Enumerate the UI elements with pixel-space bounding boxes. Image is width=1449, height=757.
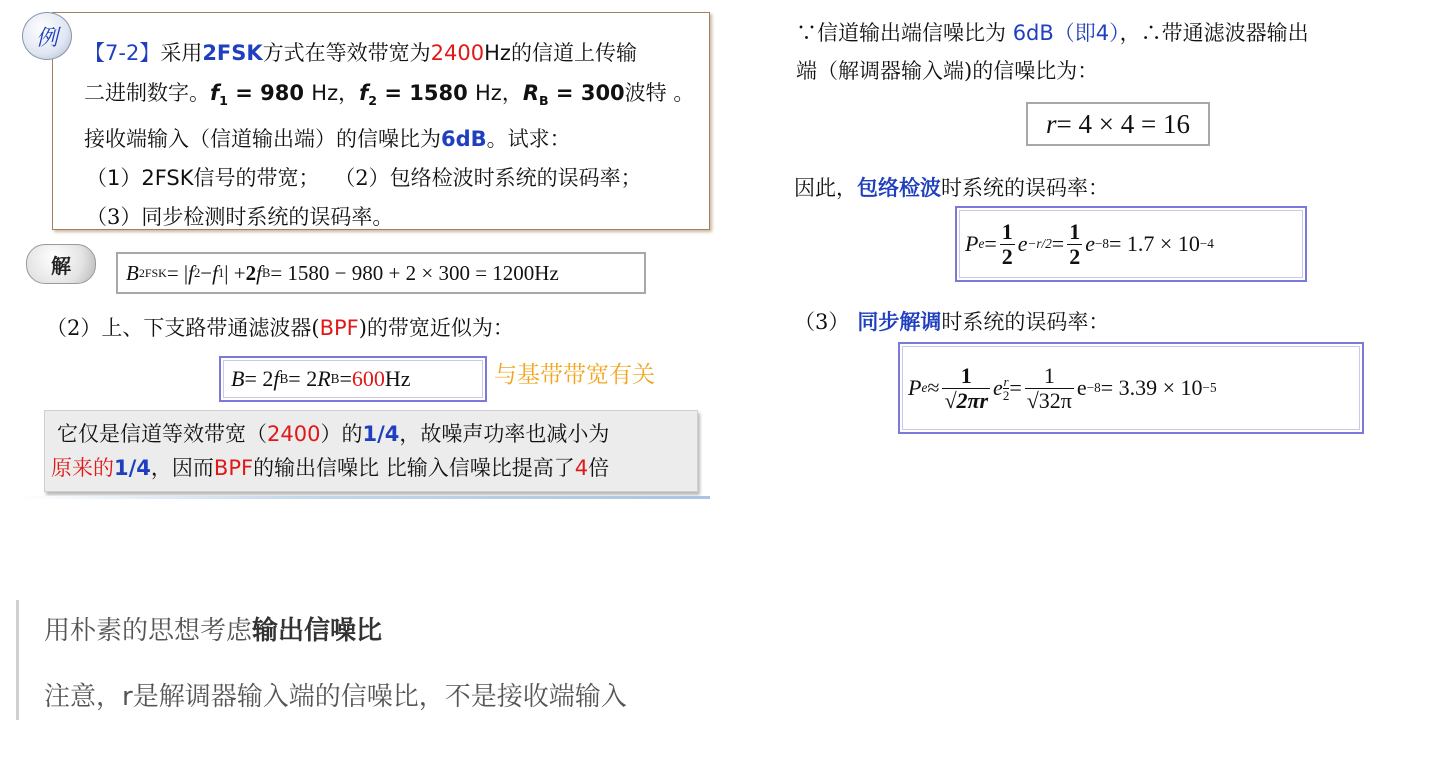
comment-line-2: 注意，r是解调器输入端的信噪比，不是接收端输入 <box>44 682 627 712</box>
example-line-1: 【7-2】采用2FSK方式在等效带宽为2400Hz的信道上传输 <box>84 41 637 65</box>
fraction-32pi: $\frac{1}{√32\pi}$ <box>1026 363 1072 413</box>
example-text <box>84 34 704 237</box>
right-text <box>796 14 1436 90</box>
right-line-1: ∵信道输出端信噪比为 6dB（即4），∴带通滤波器输出 <box>796 21 1309 45</box>
solution-badge-text: 解 <box>51 253 71 278</box>
envelope-error-equation: P e = $\frac{1}{2}$ e −r/2 = $\frac{1}{2}$ e −8 = 1.7 × 10 −4 <box>955 206 1307 282</box>
example-question-3: （3）同步检测时系统的误码率。 <box>86 205 394 230</box>
example-line-2: 二进制数字。$f_1 = 980$ Hz，$f_2 = 1580$ Hz，$R_B = 300$波特 。 <box>84 81 695 109</box>
example-line-3: 接收端输入（信道输出端）的信噪比为6dB。试求： <box>84 127 571 152</box>
bandwidth-equation: B 2FSK = | f 2 − f 1 | + 2 f B = 1580 − 980 + 2 × 300 = 1200Hz <box>116 252 646 294</box>
fraction-2pir: $\frac{1}{√2\pi r}$ <box>944 363 989 413</box>
example-question-row: （1）2FSK信号的带宽； （2）包络检波时系统的误码率； <box>86 166 642 191</box>
bpf-bandwidth-text: （2）上、下支路带通滤波器(BPF)的带宽近似为： <box>46 316 514 340</box>
half-fraction: $\frac{1}{2}$ <box>1001 219 1013 269</box>
envelope-detection-label: 因此，包络检波时系统的误码率： <box>794 175 1109 200</box>
example-badge-text: 例 <box>35 25 58 51</box>
exponent-fraction: $\frac{r}{2}$ <box>1002 373 1010 403</box>
explanation-line-2: 原来的1/4，因而BPF的输出信噪比 比输入信噪比提高了4倍 <box>51 456 610 480</box>
baseband-note: 与基带带宽有关 <box>494 362 655 388</box>
coherent-detection-label: （3） 同步解调时系统的误码率： <box>794 309 1110 334</box>
example-badge <box>22 12 72 60</box>
half-fraction-2: $\frac{1}{2}$ <box>1069 219 1081 269</box>
bpf-bandwidth-equation: B = 2 f B = 2 R B = 600 Hz <box>219 356 487 402</box>
solution-badge <box>26 244 96 284</box>
explanation-box <box>44 410 698 492</box>
comment-line-1: 用朴素的思想考虑输出信噪比 <box>44 616 383 646</box>
right-line-2: 端（解调器输入端)的信噪比为： <box>796 59 1099 83</box>
snr-equation: r = 4 × 4 = 16 <box>1026 102 1210 146</box>
comment-quote-bar <box>16 600 19 720</box>
coherent-error-equation: P e ≈ $\frac{1}{√2\pi r}$ e $\frac{r}{2}$ = $\frac{1}{√32\pi}$ e −8 = 3.39 × 10 −5 <box>898 342 1364 434</box>
explanation-line-1: 它仅是信道等效带宽（2400）的1/4，故噪声功率也减小为 <box>57 422 610 446</box>
left-bottom-divider <box>16 496 710 499</box>
